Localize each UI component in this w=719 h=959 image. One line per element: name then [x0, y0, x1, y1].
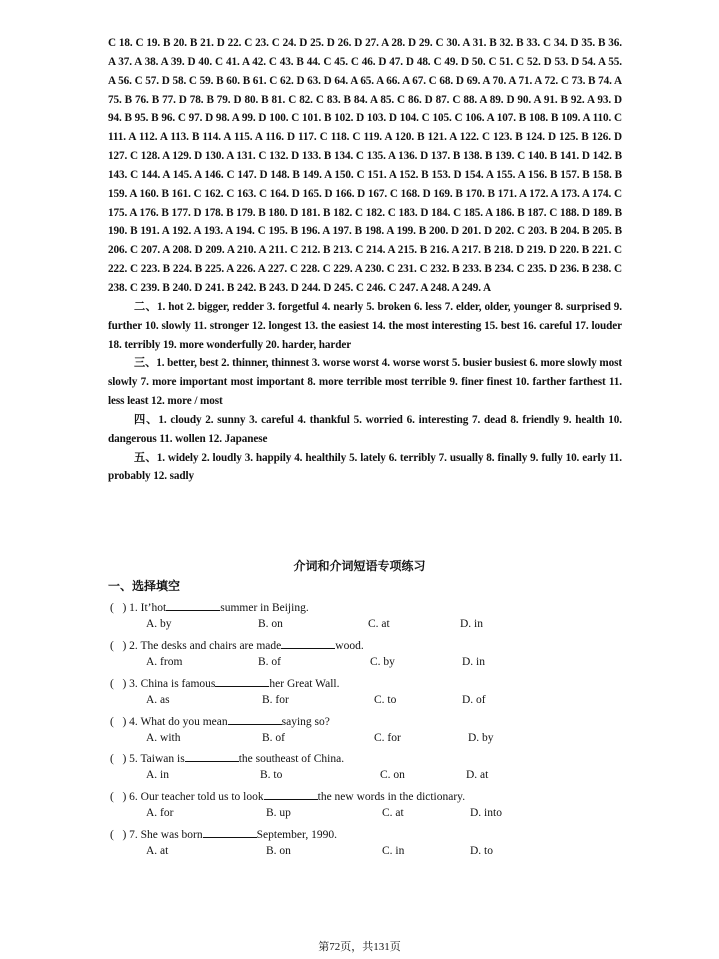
answer-key-part-4: 四、1. cloudy 2. sunny 3. careful 4. thankful 5. worried 6. interesting 7. dead 8. friendly 9. health 10. dangerous 11. wollen 12. Japanese — [108, 413, 622, 445]
answer-key-part-2: 二、1. hot 2. bigger, redder 3. forgetful 4. nearly 5. broken 6. less 7. elder, older, younger 8. surprised 9. further 10. slowly 11. stronger 12. longest 13. the easiest 14. the most interesting 15. best 16. careful 17. louder 18. terribly 19. more wonderfully 20. harder, harder — [108, 300, 622, 351]
question-3-option-c: C. to — [374, 694, 397, 706]
question-5-tail: the southeast of China. — [238, 753, 345, 765]
question-3 — [110, 675, 339, 690]
question-5-option-d: D. at — [466, 769, 489, 781]
question-7-blank — [203, 826, 257, 838]
question-7 — [110, 826, 337, 841]
question-7-option-b: B. on — [266, 845, 291, 857]
question-7-tail: September, 1990. — [256, 829, 337, 841]
question-2-blank — [281, 637, 335, 649]
question-1-option-a: A. by — [146, 618, 172, 630]
question-3-option-b: B. for — [262, 694, 289, 706]
question-2 — [110, 637, 364, 652]
question-4-option-a: A. with — [146, 732, 181, 744]
question-2-option-d: D. in — [462, 656, 485, 668]
question-2-option-a: A. from — [146, 656, 183, 668]
question-1-stem: ( ) 1. It’hot — [110, 602, 167, 614]
question-6 — [110, 788, 465, 803]
question-1-blank — [166, 599, 220, 611]
question-7-option-d: D. to — [470, 845, 493, 857]
section-title: 介词和介词短语专项练习 — [293, 559, 426, 573]
question-5-blank — [185, 750, 239, 762]
question-3-stem: ( ) 3. China is famous — [110, 678, 216, 690]
question-7-option-c: C. in — [382, 845, 405, 857]
page-number-footer: 第72页，共131页 — [318, 941, 401, 953]
question-5-option-b: B. to — [260, 769, 283, 781]
question-2-option-b: B. of — [258, 656, 281, 668]
question-6-tail: the new words in the dictionary. — [317, 791, 466, 803]
question-1 — [110, 599, 309, 614]
question-4-tail: saying so? — [281, 716, 330, 728]
question-7-option-a: A. at — [146, 845, 169, 857]
question-4-option-c: C. for — [374, 732, 401, 744]
answer-key-part-3: 三、1. better, best 2. thinner, thinnest 3. worse worst 4. worse worst 5. busier busiest 6. more slowly most slowly 7. more important most important 8. more terrible most terrible 9. finer finest 10. farther farthest 11. less least 12. more / most — [108, 357, 622, 408]
question-5-option-a: A. in — [146, 769, 169, 781]
question-1-option-d: D. in — [460, 618, 483, 630]
question-1-option-c: C. at — [368, 618, 390, 630]
part-title: 一、选择填空 — [108, 579, 181, 593]
question-6-option-d: D. into — [470, 807, 502, 819]
question-6-option-c: C. at — [382, 807, 404, 819]
answer-key-multiple-choice: C 18. C 19. B 20. B 21. D 22. C 23. C 24. D 25. D 26. D 27. A 28. D 29. C 30. A 31. B 32. B 33. C 34. D 35. B 36. A 37. A 38. A 39. D 40. C 41. A 42. C 43. B 44. C 45. C 46. D 47. D 48. C 49. D 50. C 51. C 52. D 53. D 54. A 55. A 56. C 57. D 58. C 59. B 60. B 61. C 62. D 63. D 64. A 65. A 66. A 67. C 68. D 69. A 70. A 71. A 72. C 73. B 74. A 75. B 76. B 77. D 78. B 79. D 80. B 81. C 82. C 83. B 84. A 85. C 86. D 87. C 88. A 89. D 90. A 91. B 92. A 93. D 94. B 95. B 96. C 97. D 98. A 99. D 100. C 101. B 102. D 103. D 104. C 105. C 106. A 107. B 108. B 109. A 110. C 111. A 112. A 113. B 114. A 115. A 116. D 117. C 118. C 119. A 120. B 121. A 122. C 123. B 124. D 125. B 126. D 127. C 128. A 129. D 130. A 131. C 132. D 133. B 134. C 135. A 136. D 137. B 138. B 139. C 140. B 141. D 142. B 143. C 144. A 145. A 146. C 147. D 148. B 149. A 150. C 151. A 152. B 153. D 154. A 155. A 156. B 157. B 158. B 159. A 160. B 161. C 162. C 163. C 164. D 165. D 166. D 167. C 168. D 169. B 170. B 171. A 172. A 173. A 174. C 175. A 176. B 177. D 178. B 179. B 180. D 181. B 182. C 182. C 183. D 184. C 185. A 186. B 187. C 188. D 189. B 190. B 191. A 192. A 193. A 194. C 195. B 196. A 197. B 198. A 199. B 200. D 201. D 202. C 203. B 204. B 205. B 206. C 207. A 208. D 209. A 210. A 211. C 212. B 213. C 214. A 215. B 216. A 217. B 218. D 219. D 220. B 221. C 222. C 223. B 224. B 225. A 226. A 227. C 228. C 229. A 230. C 231. C 232. B 233. B 234. C 235. D 236. B 238. C 238. C 239. B 240. D 241. B 242. B 243. D 244. D 245. C 246. C 247. A 248. A 249. A — [108, 37, 622, 294]
question-4-blank — [228, 713, 282, 725]
question-4-option-d: D. by — [468, 732, 494, 744]
question-1-tail: summer in Beijing. — [220, 602, 309, 614]
question-5 — [110, 750, 344, 765]
question-2-tail: wood. — [335, 640, 364, 652]
question-2-stem: ( ) 2. The desks and chairs are made — [110, 640, 282, 652]
question-2-option-c: C. by — [370, 656, 395, 668]
question-3-option-d: D. of — [462, 694, 486, 706]
question-6-blank — [264, 788, 318, 800]
question-6-stem: ( ) 6. Our teacher told us to look — [110, 791, 264, 803]
question-3-option-a: A. as — [146, 694, 170, 706]
question-5-stem: ( ) 5. Taiwan is — [110, 753, 185, 765]
question-7-stem: ( ) 7. She was born — [110, 829, 203, 841]
question-1-option-b: B. on — [258, 618, 283, 630]
question-3-blank — [215, 675, 269, 687]
question-6-option-b: B. up — [266, 807, 291, 819]
answer-key-part-5: 五、1. widely 2. loudly 3. happily 4. healthily 5. lately 6. terribly 7. usually 8. finally 9. fully 10. early 11. probably 12. sadly — [108, 451, 622, 483]
question-4 — [110, 713, 330, 728]
answer-key-block — [108, 34, 622, 486]
question-4-option-b: B. of — [262, 732, 285, 744]
question-4-stem: ( ) 4. What do you mean — [110, 716, 228, 728]
question-5-option-c: C. on — [380, 769, 405, 781]
question-3-tail: her Great Wall. — [269, 678, 340, 690]
question-6-option-a: A. for — [146, 807, 174, 819]
